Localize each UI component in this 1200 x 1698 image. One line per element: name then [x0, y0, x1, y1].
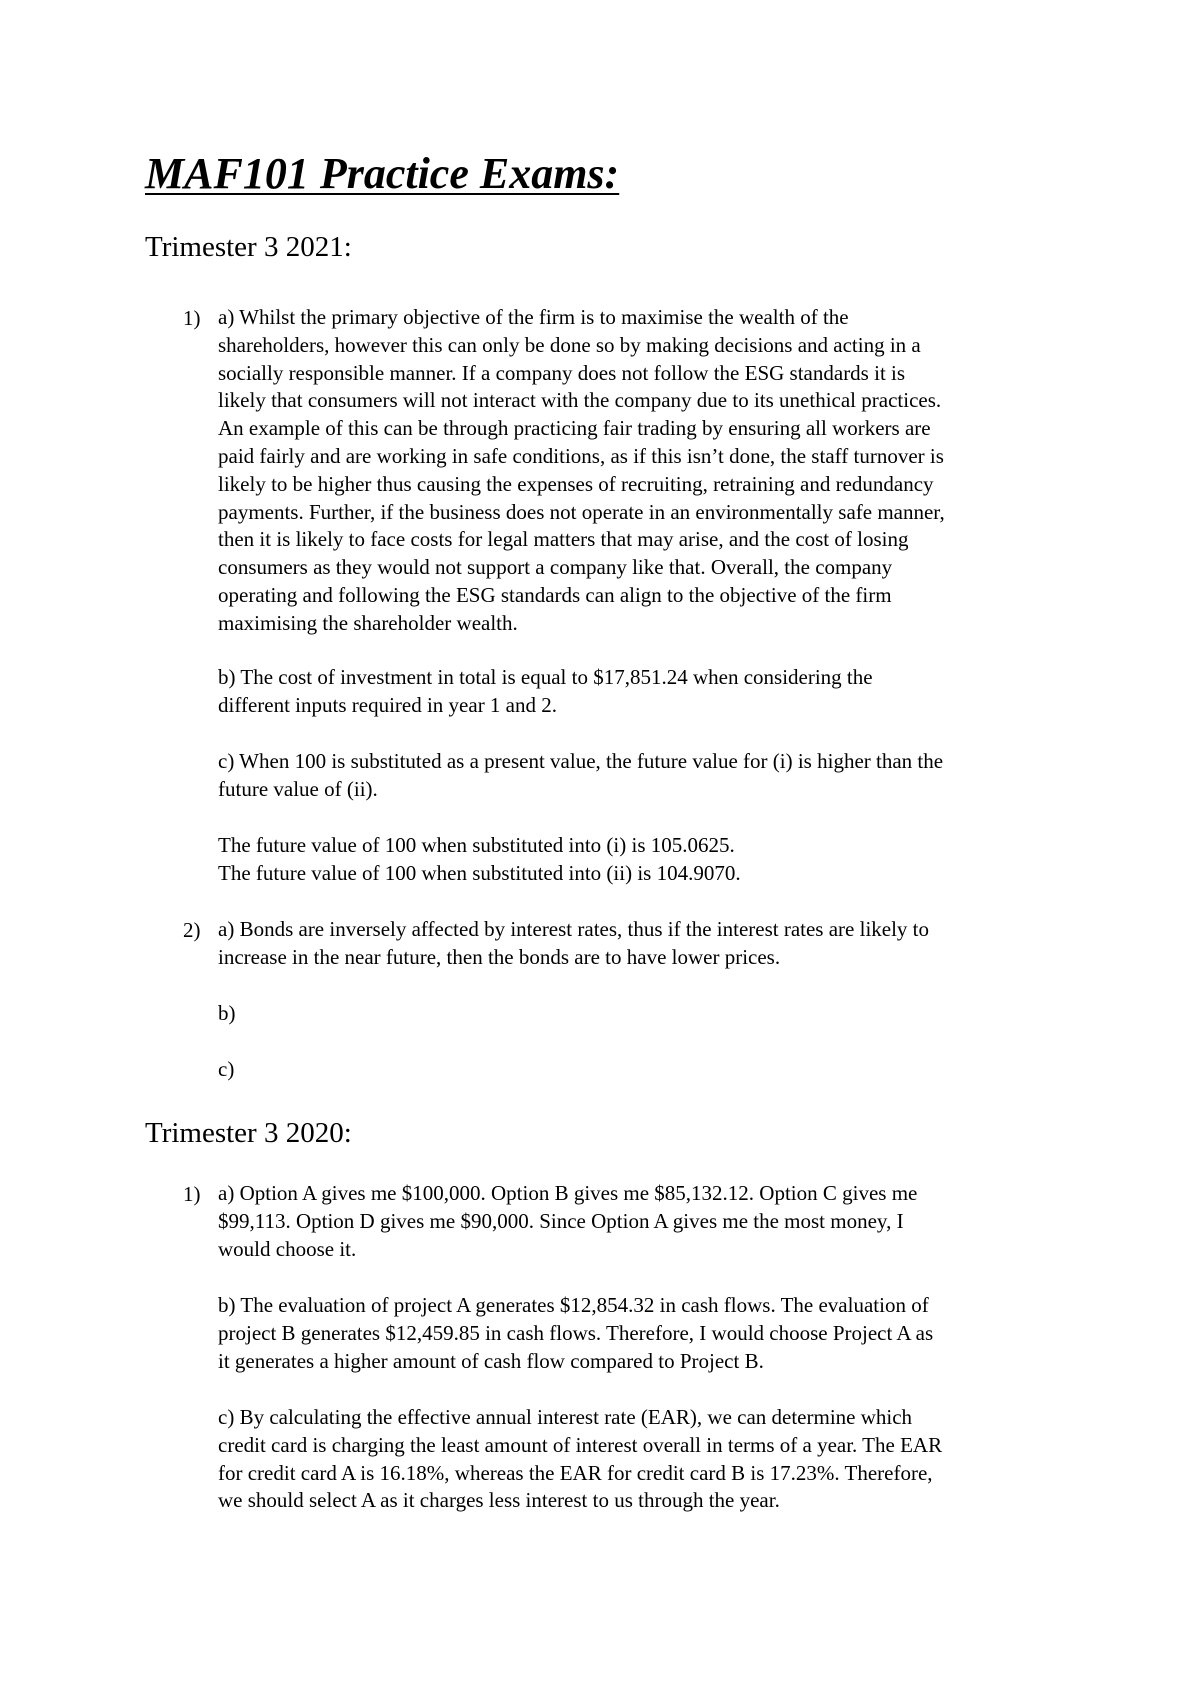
answer-paragraph [218, 1056, 1068, 1084]
text-line: b) The cost of investment in total is equal to $17,851.24 when considering the [218, 665, 873, 689]
text-line: paid fairly and are working in safe conditions, as if this isn’t done, the staff turnover is [218, 443, 944, 468]
answer-paragraph [218, 1000, 1068, 1028]
text-line: we should select A as it charges less interest to us through the year. [218, 1488, 780, 1513]
document-title: MAF101 Practice Exams: [145, 149, 620, 198]
text-line: b) The evaluation of project A generates $12,854.32 in cash flows. The evaluation of [218, 1293, 929, 1317]
text-line: it generates a higher amount of cash flow compared to Project B. [218, 1348, 764, 1373]
text-line: c) When 100 is substituted as a present value, the future value for (i) is higher than the [218, 749, 944, 773]
question-number: 2) [183, 918, 201, 942]
text-line: The future value of 100 when substituted into (ii) is 104.9070. [218, 860, 741, 885]
section-heading-t3-2021: Trimester 3 2021: [145, 231, 352, 263]
text-line: operating and following the ESG standards can align to the objective of the firm [218, 582, 892, 607]
answer-paragraph [218, 1404, 1068, 1515]
text-line: then it is likely to face costs for legal matters that may arise, and the cost of losing [218, 527, 909, 552]
text-line: $99,113. Option D gives me $90,000. Since Option A gives me the most money, I [218, 1208, 904, 1233]
answer-paragraph [218, 832, 1068, 888]
text-line: socially responsible manner. If a company does not follow the ESG standards it is [218, 360, 906, 385]
section-heading-t3-2020: Trimester 3 2020: [145, 1117, 352, 1149]
answer-paragraph [218, 1292, 1068, 1375]
answer-paragraph [218, 748, 1068, 804]
text-line: future value of (ii). [218, 776, 378, 801]
text-line: c) [218, 1057, 235, 1081]
text-line: An example of this can be through practicing fair trading by ensuring all workers are [218, 416, 931, 441]
text-line: The future value of 100 when substituted into (i) is 105.0625. [218, 833, 735, 857]
text-line: likely to be higher thus causing the expenses of recruiting, retraining and redundancy [218, 471, 934, 496]
text-line: shareholders, however this can only be done so by making decisions and acting in a [218, 332, 921, 357]
text-line: consumers as they would not support a company like that. Overall, the company [218, 555, 893, 580]
text-line: payments. Further, if the business does not operate in an environmentally safe manner, [218, 499, 945, 524]
question-number: 1) [183, 1182, 201, 1206]
text-line: project B generates $12,459.85 in cash flows. Therefore, I would choose Project A as [218, 1320, 934, 1345]
answer-paragraph [218, 664, 1068, 720]
answer-paragraph [218, 1180, 1068, 1263]
text-line: credit card is charging the least amount of interest overall in terms of a year. The EAR [218, 1432, 943, 1457]
text-line: b) [218, 1001, 236, 1025]
question-number: 1) [183, 306, 201, 330]
answer-paragraph [218, 304, 1068, 638]
text-line: a) Whilst the primary objective of the firm is to maximise the wealth of the [218, 305, 849, 329]
text-line: likely that consumers will not interact with the company due to its unethical practices. [218, 388, 942, 413]
text-line: different inputs required in year 1 and 2. [218, 692, 558, 717]
text-line: a) Option A gives me $100,000. Option B gives me $85,132.12. Option C gives me [218, 1181, 918, 1205]
text-line: c) By calculating the effective annual interest rate (EAR), we can determine which [218, 1405, 913, 1429]
text-line: would choose it. [218, 1236, 357, 1261]
text-line: increase in the near future, then the bonds are to have lower prices. [218, 944, 781, 969]
text-line: maximising the shareholder wealth. [218, 610, 518, 635]
answer-paragraph [218, 916, 1068, 972]
text-line: for credit card A is 16.18%, whereas the EAR for credit card B is 17.23%. Therefore, [218, 1460, 933, 1485]
text-line: a) Bonds are inversely affected by interest rates, thus if the interest rates are likely to [218, 917, 930, 941]
